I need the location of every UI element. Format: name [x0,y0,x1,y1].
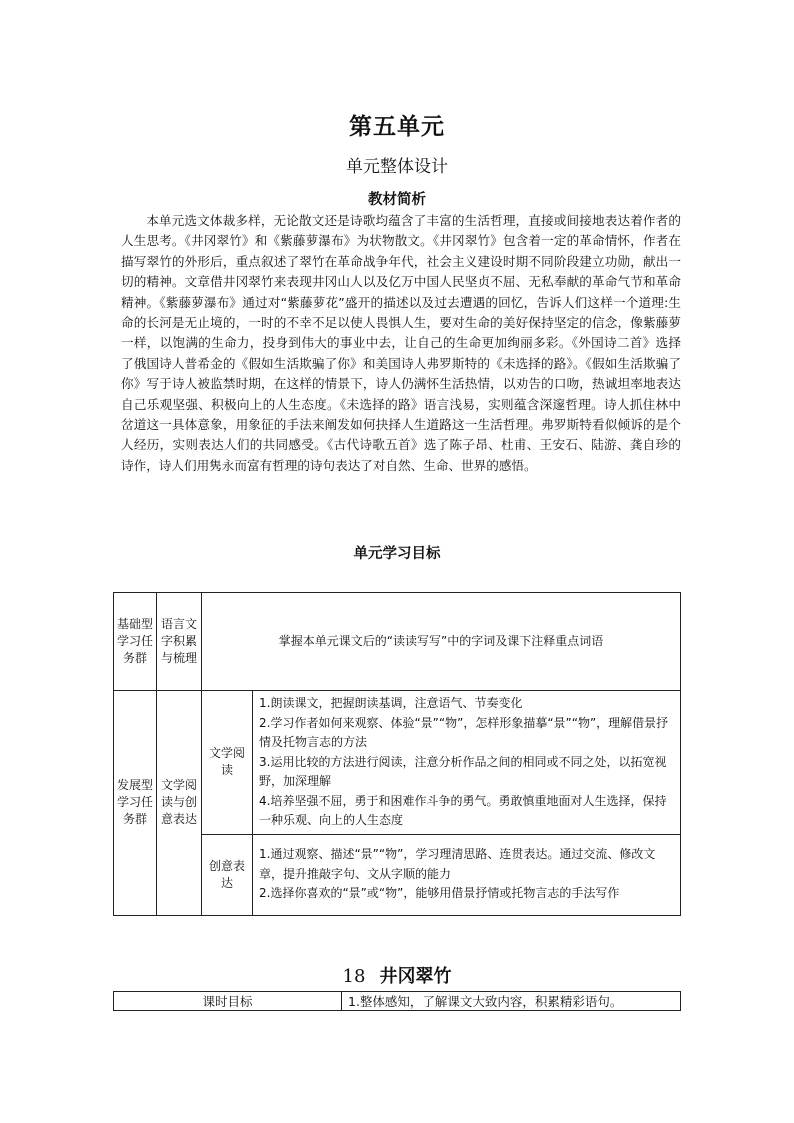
expression-item: 1.通过观察、描述“景”“物”，学习理清思路、连贯表达。通过交流、修改文章，提升推敲字句、文从字顺的能力 [259,847,656,881]
expression-label-cell: 创意表达 [202,834,253,915]
lesson-name: 井冈翠竹 [379,966,452,987]
lesson-number: 18 [342,966,366,987]
developmental-task-cell: 文学阅读与创意表达 [157,691,202,916]
reading-item: 4.培养坚强不屈，勇于和困难作斗争的勇气。勇敢慎重地面对人生选择，保持一种乐观、向上的人生态度 [259,793,667,827]
basic-row [114,593,681,691]
lesson-title [0,962,794,988]
analysis-heading: 教材简析 [368,192,426,208]
goals-heading: 单元学习目标 [353,546,441,562]
unit-subtitle: 单元整体设计 [346,157,448,177]
reading-content-cell [253,691,681,835]
reading-label-cell: 文学阅读 [202,691,253,835]
analysis-paragraph: 本单元选文体裁多样，无论散文还是诗歌均蕴含了丰富的生活哲理，直接或间接地表达着作者的人生思考。《井冈翠竹》和《紫藤萝瀑布》为状物散文。《井冈翠竹》包含着一定的革命情怀，作者在描写翠竹的外形后，重点叙述了翠竹在革命战争年代，社会主义建设时期不同阶段建立功勋，献出一切的精神。文章借井冈翠竹来表现井冈山人以及亿万中国人民坚贞不屈、无私奉献的革命气节和革命精神。《紫藤萝瀑布》通过对“紫藤萝花”盛开的描述以及过去遭遇的回忆，告诉人们这样一个道理:生命的长河是无止境的，一时的不幸不足以使人畏惧人生，要对生命的美好保持坚定的信念，像紫藤萝一样，以饱满的生命力，投身到伟大的事业中去，让自己的生命更加绚丽多彩。《外国诗二首》选择了俄国诗人普希金的《假如生活欺骗了你》和美国诗人弗罗斯特的《未选择的路》。《假如生活欺骗了你》写于诗人被监禁时期，在这样的情景下，诗人仍满怀生活热情，以劝告的口吻，热诚坦率地表达自己乐观坚强、积极向上的人生态度。《未选择的路》语言浅易，实则蕴含深邃哲理。诗人抓住林中岔道这一具体意象，用象征的手法来阐发如何抉择人生道路这一生活哲理。弗罗斯特看似倾诉的是个人经历，实则表达人们的共同感受。《古代诗歌五首》选了陈子昂、杜甫、王安石、陆游、龚自珍的诗作，诗人们用隽永而富有哲理的诗句表达了对自然、生命、世界的感悟。 [121,213,681,473]
basic-content-cell: 掌握本单元课文后的“读读写写”中的字词及课下注释重点词语 [202,593,681,691]
lesson-row-value: 1.整体感知，了解课文大致内容，积累精彩语句。 [342,992,681,1011]
reading-item: 1.朗读课文，把握朗读基调，注意语气、节奏变化 [259,696,523,710]
goals-table [113,592,681,916]
expression-item: 2.选择你喜欢的“景”或“物”，能够用借景抒情或托物言志的手法写作 [259,886,620,901]
reading-item: 2.学习作者如何来观察、体验“景”“物”，怎样形象描摹“景”“物”，理解借景抒情及托物言志的方法 [259,715,669,749]
reading-item: 3.运用比较的方法进行阅读，注意分析作品之间的相同或不同之处，以拓宽视野，加深理解 [259,754,667,788]
lesson-table [113,991,681,1011]
basic-task-cell: 语言文字积累与梳理 [157,593,202,691]
unit-title: 第五单元 [349,114,445,140]
developmental-group-cell: 发展型学习任务群 [114,691,157,916]
lesson-row-label: 课时目标 [114,992,342,1011]
expression-content-cell [253,834,681,915]
reading-row [114,691,681,835]
basic-group-cell: 基础型学习任务群 [114,593,157,691]
lesson-row [114,992,681,1011]
